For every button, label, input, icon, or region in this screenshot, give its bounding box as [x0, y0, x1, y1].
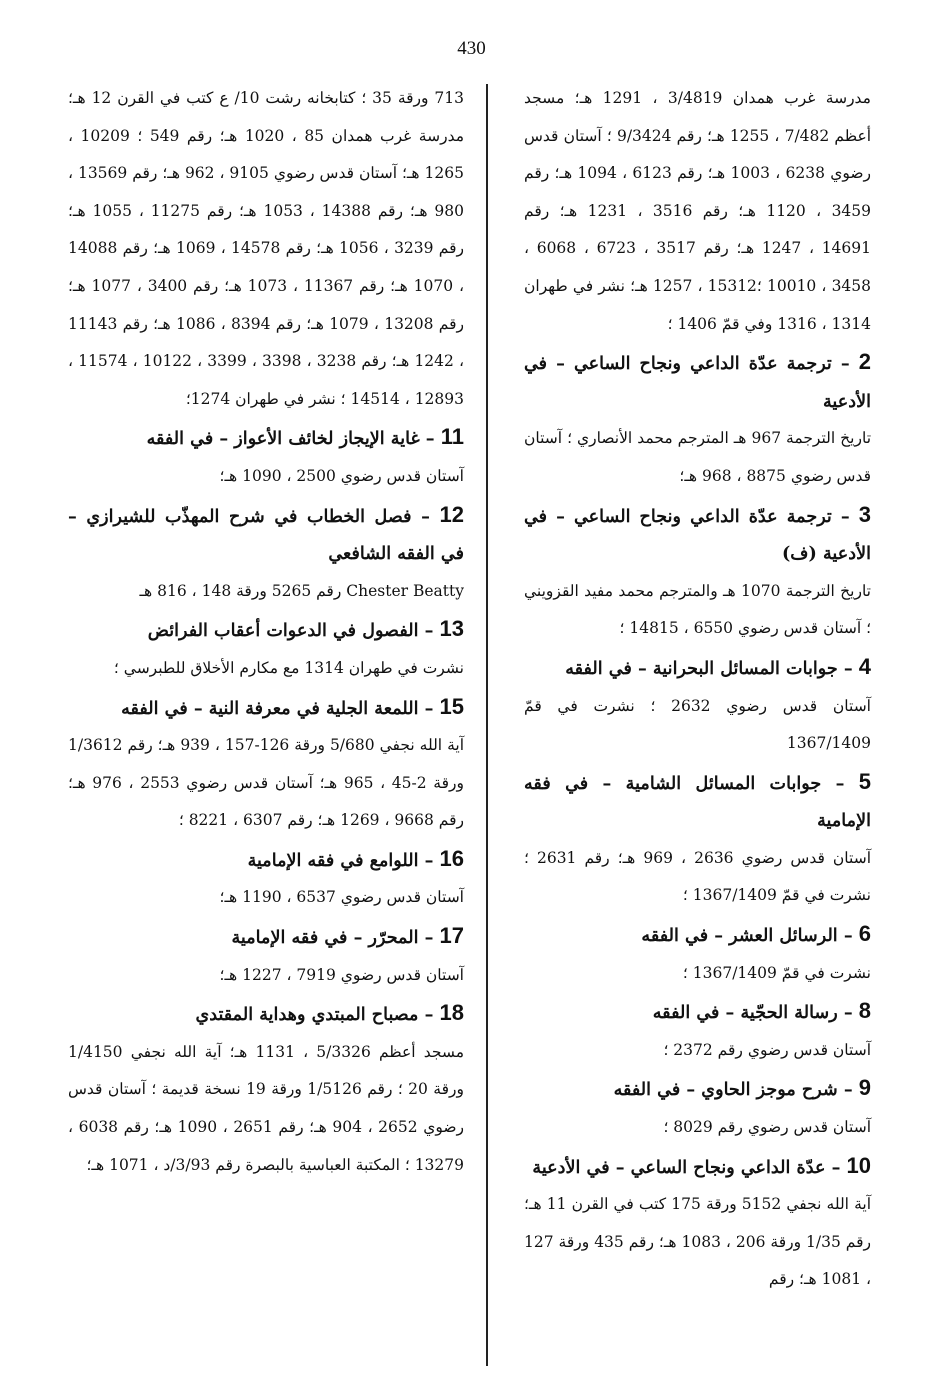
entry-body: تاريخ الترجمة 967 هـ المترجم محمد الأنصاري ؛ آستان قدس رضوي 8875 ، 968 هـ؛: [524, 429, 872, 485]
entry-title-text: – ترجمة عدّة الداعي ونجاح الساعي – في الأدعية: [524, 353, 871, 412]
entry-title: [524, 648, 871, 688]
entry-title-text: – ترجمة عدّة الداعي ونجاح الساعي – في الأدعية (ف): [524, 505, 871, 565]
entry-body: آية الله نجفي 5152 ورقة 175 كتب في القرن 11 هـ؛ رقم 1/35 ورقة 206 ، 1083 هـ؛ رقم 435 ورقة 127 ، 1081 هـ؛ رقم: [524, 1195, 872, 1289]
entry-title: [68, 688, 464, 728]
entry-body: تاريخ الترجمة 1070 هـ والمترجم محمد مفيد القزويني ؛ آستان قدس رضوي 6550 ، 14815 ؛: [524, 581, 871, 638]
column-divider: [486, 84, 488, 1366]
entry-body: آستان قدس رضوي 6537 ، 1190 هـ؛: [219, 888, 464, 907]
entry-number: 13: [439, 616, 464, 642]
right-column: [524, 80, 871, 1299]
entry-title: [524, 915, 871, 955]
entry-body: 713 ورقة 35 ؛ كتابخانه رشت 10/ ع كتب في القرن 12 هـ؛ مدرسة غرب همدان 85 ، 1020 هـ؛ رقم 549 ؛ 10209 ، 1265 هـ؛ آستان قدس رضوي 9105 ، 962 هـ؛ رقم 13569 ، 980 هـ؛ رقم 14388 ، 1053 هـ؛ رقم 11275 ، 1055 هـ؛ رقم 3239 ، 1056 هـ؛ رقم 14578 ، 1069 هـ؛ رقم 14088 ، 1070 هـ؛ رقم 11367 ، 1073 هـ؛ رقم 3400 ، 1077 هـ؛ رقم 13208 ، 1079 هـ؛ رقم 8394 ، 1086 هـ؛ رقم 11143 ، 1242 هـ؛ رقم 3238 ، 3398 ، 3399 ، 10122 ، 11574 ، 12893 ، 14514 ؛ نشر في طهران 1274؛: [68, 89, 465, 408]
entry-number: 17: [439, 923, 464, 949]
entry-body: آستان قدس رضوي رقم 2372 ؛: [663, 1040, 871, 1059]
entry-title: [68, 610, 464, 650]
entry-title: [524, 343, 871, 420]
entry-title-text: – غاية الإيجاز لخائف الأعواز – في الفقه: [146, 428, 441, 450]
entry-title: [524, 1147, 871, 1187]
entry-number: 15: [439, 693, 464, 719]
entry-body: نشرت في طهران 1314 مع مكارم الأخلاق للطبرسي ؛: [113, 658, 464, 677]
entry-body: نشرت في قمّ 1367/1409 ؛: [682, 963, 871, 982]
entry-title-text: – الفصول في الدعوات أعقاب الفرائض: [147, 620, 440, 642]
entry-title-text: – الرسائل العشر – في الفقه: [641, 925, 859, 947]
entry-body: مسجد أعظم 5/3326 ، 1131 هـ؛ آية الله نجفي 1/4150 ورقة 20 ؛ رقم 1/5126 ورقة 19 نسخة قديمة ؛ آستان قدس رضوي 2652 ، 904 هـ؛ رقم 2651 ، 1090 هـ؛ رقم 6038 ، 13279 ؛ المكتبة العباسية بالبصرة رقم 3/93/د ، 1071 هـ؛: [68, 1042, 464, 1174]
entry-title-text: – جوابات المسائل البحرانية – في الفقه: [565, 657, 859, 679]
entry-number: 16: [439, 845, 464, 871]
entry-number: 2: [858, 349, 871, 375]
entry-title-text: – اللمعة الجلية في معرفة النية – في الفقه: [121, 697, 440, 719]
entry-body: آية الله نجفي 5/680 ورقة 126-157 ، 939 هـ؛ رقم 1/3612 ورقة 2-45 ، 965 هـ؛ آستان قدس رضوي 2553 ، 976 هـ؛ رقم 9668 ، 1269 هـ؛ رقم 6307 ، 8221 ؛: [68, 736, 465, 830]
entry-number: 18: [439, 1000, 464, 1026]
entry-title: [68, 418, 464, 458]
entry-title: [524, 1069, 871, 1109]
entry-title: [524, 496, 871, 573]
entry-title-text: – شرح موجز الحاوي – في الفقه: [613, 1079, 859, 1101]
entry-title: [68, 496, 464, 573]
entry-number: 4: [858, 653, 871, 679]
entry-title: [68, 840, 464, 880]
entry-title: [68, 994, 464, 1034]
page-number: 430: [457, 38, 486, 59]
entry-title-text: – عدّة الداعي ونجاح الساعي – في الأدعية: [532, 1156, 847, 1178]
entry-body: Chester Beatty رقم 5265 ورقة 148 ، 816 هـ: [139, 581, 464, 600]
entry-number: 11: [440, 424, 464, 450]
entry-number: 12: [439, 501, 464, 527]
entry-title-text: – مصباح المبتدي وهداية المقتدي: [195, 1004, 440, 1026]
entry-title-text: – رسالة الحجّية – في الفقه: [652, 1002, 859, 1024]
entry-number: 10: [846, 1152, 871, 1178]
entry-number: 9: [858, 1075, 871, 1101]
entry-body: آستان قدس رضوي 2632 ؛ نشرت في قمّ 1367/1409: [524, 696, 871, 753]
entry-title: [68, 917, 464, 957]
entry-body: مدرسة غرب همدان 3/4819 ، 1291 هـ؛ مسجد أعظم 7/482 ، 1255 هـ؛ رقم 9/3424 ؛ آستان قدس رضوي 6238 ، 1003 هـ؛ رقم 6123 ، 1094 هـ؛ رقم 3459 ، 1120 هـ؛ رقم 3516 ، 1231 هـ؛ رقم 14691 ، 1247 هـ؛ رقم 3517 ، 6723 ، 6068 ، 3458 ، 10010 ؛15312 ، 1257 هـ؛ نشر في طهران 1314 ، 1316 وفي قمّ 1406 ؛: [524, 89, 872, 333]
entry-title: [524, 763, 871, 840]
entry-body: آستان قدس رضوي 2500 ، 1090 هـ؛: [219, 466, 464, 485]
entry-number: 8: [858, 998, 871, 1024]
entry-body: آستان قدس رضوي 2636 ، 969 هـ؛ رقم 2631 ؛ نشرت في قمّ 1367/1409 ؛: [524, 848, 871, 905]
entry-title-text: – المحرّر – في فقه الإمامية: [231, 927, 440, 949]
left-column: [68, 80, 464, 1184]
entry-body: آستان قدس رضوي رقم 8029 ؛: [663, 1118, 871, 1137]
entry-number: 3: [858, 501, 871, 527]
entry-title-text: – جوابات المسائل الشامية – في فقه الإمامية: [524, 772, 871, 832]
entry-number: 6: [858, 921, 871, 947]
entry-title-text: – فصل الخطاب في شرح المهذّب للشيرازي – في الفقه الشافعي: [68, 505, 464, 565]
entry-title: [524, 992, 871, 1032]
entry-body: آستان قدس رضوي 7919 ، 1227 هـ؛: [219, 965, 464, 984]
entry-title-text: – اللوامع في فقه الإمامية: [247, 849, 440, 871]
entry-number: 5: [858, 768, 871, 794]
